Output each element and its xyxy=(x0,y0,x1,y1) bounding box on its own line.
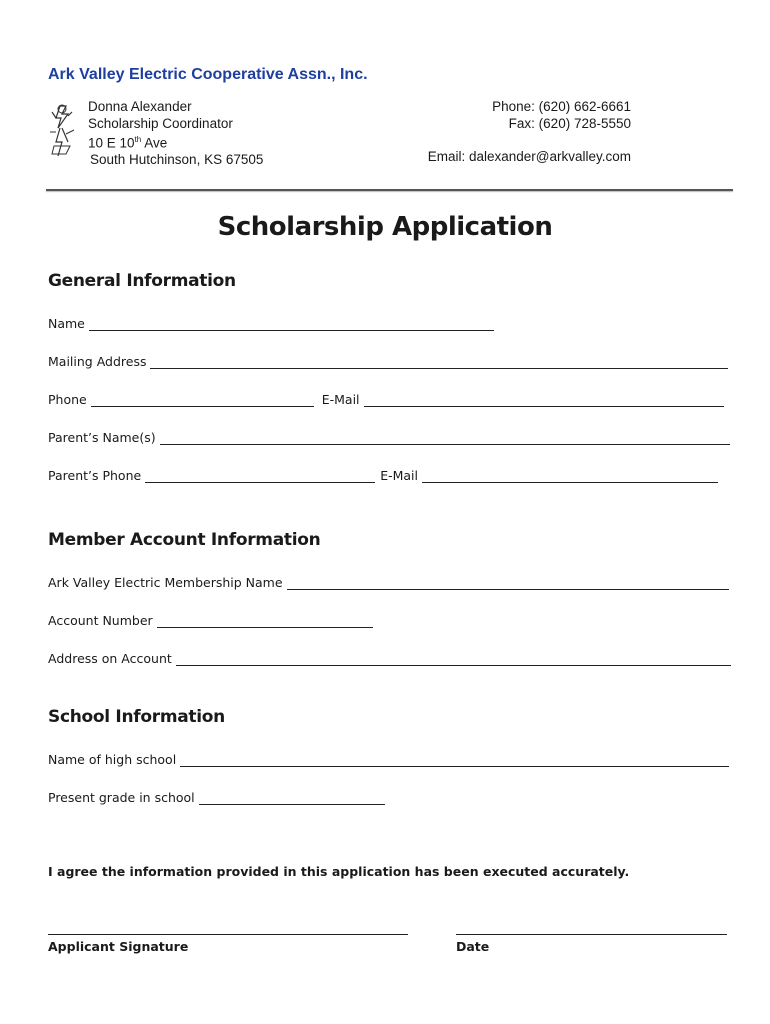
mailing-address-label: Mailing Address xyxy=(48,354,147,369)
account-address-field[interactable] xyxy=(48,648,731,666)
electric-mascot-logo-icon xyxy=(46,102,80,160)
parent-email-input-line[interactable] xyxy=(422,468,718,483)
section-general-heading: General Information xyxy=(48,271,236,291)
parents-name-label: Parent’s Name(s) xyxy=(48,430,156,445)
parents-name-input-line[interactable] xyxy=(160,430,730,445)
mailing-address-input-line[interactable] xyxy=(150,354,728,369)
applicant-signature-line[interactable] xyxy=(48,934,408,935)
fax-number: Fax: (620) 728-5550 xyxy=(508,115,631,131)
date-label: Date xyxy=(456,939,490,954)
page-title: Scholarship Application xyxy=(217,212,553,242)
account-address-input-line[interactable] xyxy=(176,651,731,666)
account-number-field[interactable] xyxy=(48,610,373,628)
grade-label: Present grade in school xyxy=(48,790,195,805)
email-input-line[interactable] xyxy=(364,392,724,407)
address-line-1: 10 E 10th Ave xyxy=(88,135,168,151)
phone-field[interactable] xyxy=(48,389,724,407)
agreement-statement: I agree the information provided in this application has been executed accurately. xyxy=(48,864,630,879)
contact-name: Donna Alexander xyxy=(88,99,192,114)
phone-input-line[interactable] xyxy=(91,392,314,407)
parent-phone-field[interactable] xyxy=(48,465,718,483)
name-input-line[interactable] xyxy=(89,316,494,331)
membership-name-label: Ark Valley Electric Membership Name xyxy=(48,575,283,590)
address-line-2: South Hutchinson, KS 67505 xyxy=(90,152,264,167)
phone-label: Phone xyxy=(48,392,87,407)
mailing-address-field[interactable] xyxy=(48,351,728,369)
parent-phone-input-line[interactable] xyxy=(145,468,375,483)
parent-email-label: E-Mail xyxy=(380,468,419,483)
account-number-input-line[interactable] xyxy=(157,613,373,628)
org-name: Ark Valley Electric Cooperative Assn., Inc. xyxy=(48,66,368,83)
section-school-heading: School Information xyxy=(48,707,225,727)
applicant-signature-label: Applicant Signature xyxy=(48,939,189,954)
phone-number: Phone: (620) 662-6661 xyxy=(492,99,631,114)
high-school-input-line[interactable] xyxy=(180,752,729,767)
name-label: Name xyxy=(48,316,85,331)
parent-phone-label: Parent’s Phone xyxy=(48,468,142,483)
date-line[interactable] xyxy=(456,934,727,935)
contact-role: Scholarship Coordinator xyxy=(88,115,233,131)
high-school-label: Name of high school xyxy=(48,752,177,767)
account-address-label: Address on Account xyxy=(48,651,172,666)
membership-name-field[interactable] xyxy=(48,572,729,590)
parents-name-field[interactable] xyxy=(48,427,730,445)
high-school-field[interactable] xyxy=(48,749,729,767)
grade-field[interactable] xyxy=(48,787,385,805)
email-label: E-Mail xyxy=(321,392,360,407)
section-member-heading: Member Account Information xyxy=(48,530,321,550)
contact-numbers xyxy=(492,99,631,149)
account-number-label: Account Number xyxy=(48,613,153,628)
contact-email: Email: dalexander@arkvalley.com xyxy=(427,149,631,164)
name-field[interactable] xyxy=(48,313,494,331)
header-divider xyxy=(46,189,733,191)
contact-block xyxy=(88,99,263,169)
membership-name-input-line[interactable] xyxy=(287,575,729,590)
grade-input-line[interactable] xyxy=(199,790,385,805)
